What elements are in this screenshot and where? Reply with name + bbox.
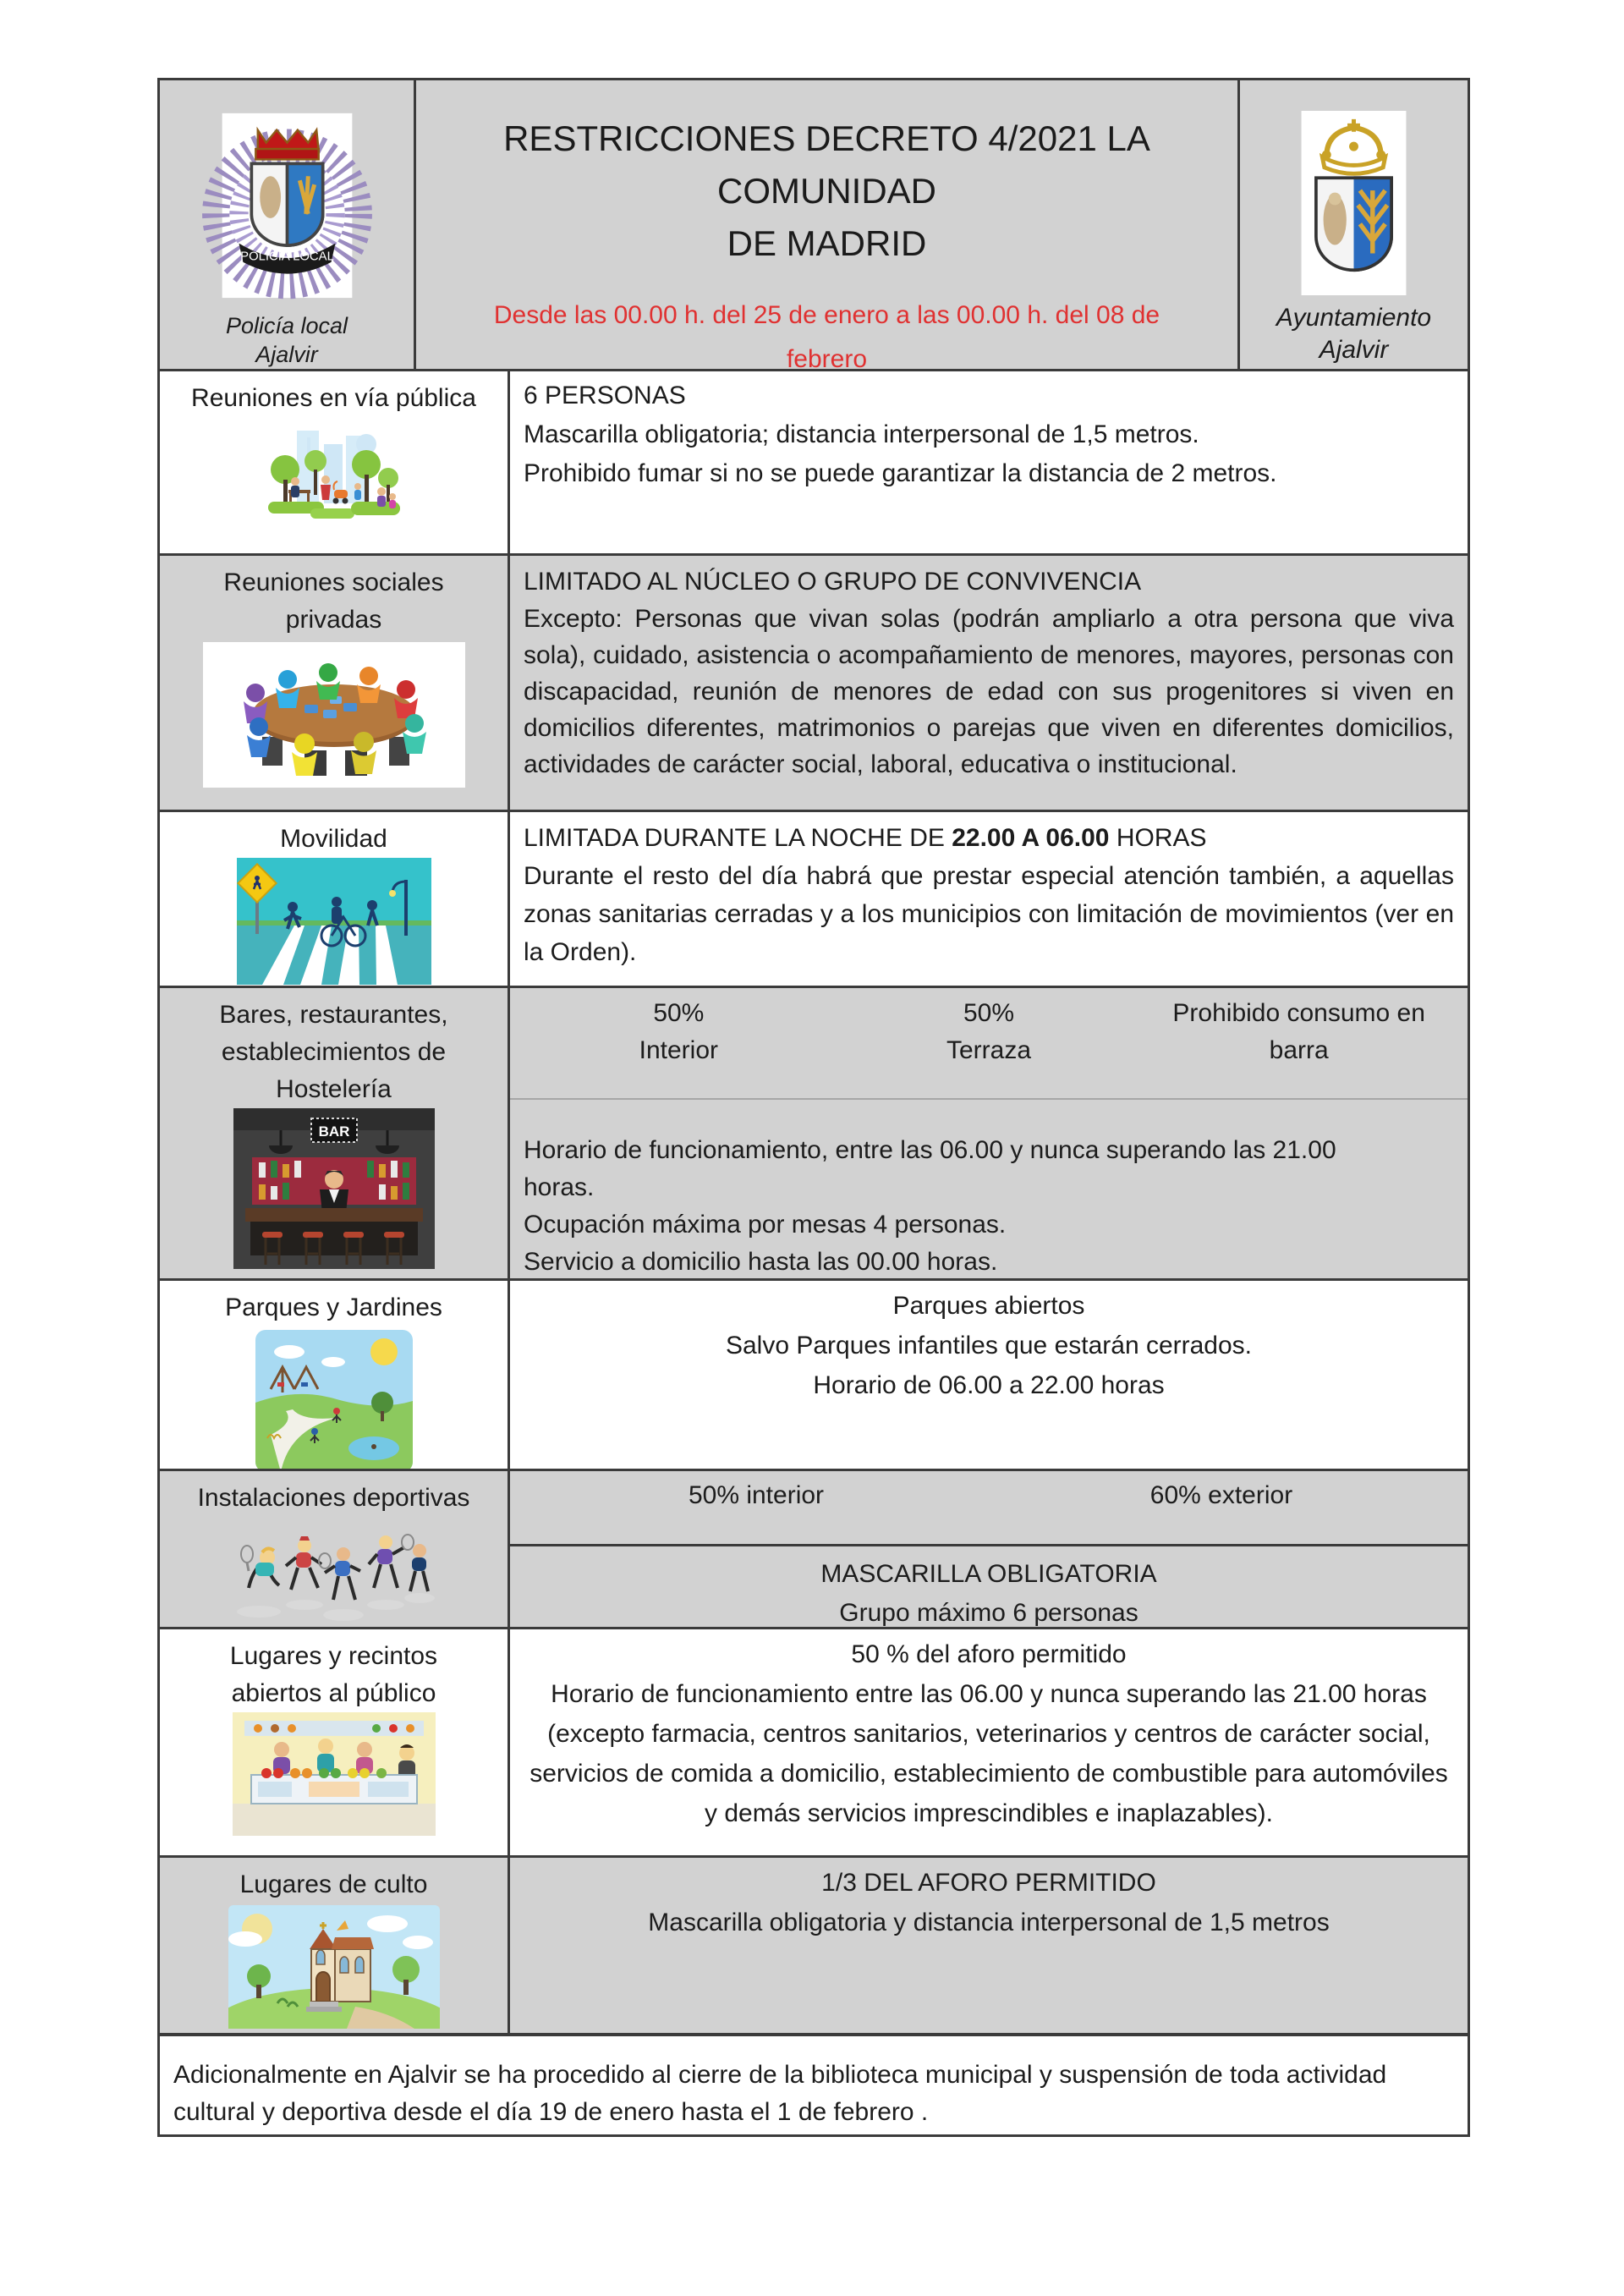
text-line: 6 PERSONAS xyxy=(524,382,686,409)
row-label-cell xyxy=(160,1281,510,1469)
page-title xyxy=(416,113,1237,270)
heading-bold: 22.00 A 06.00 xyxy=(952,824,1110,852)
text-line: Servicio a domicilio hasta las 00.00 horas. xyxy=(524,1248,998,1276)
row-content-cell xyxy=(510,1629,1468,1855)
text-line: 50 % del aforo permitido xyxy=(851,1640,1127,1668)
row-paragraph xyxy=(524,1100,1454,1278)
row-lugares-culto xyxy=(160,1855,1468,2033)
row-lugares-abiertos xyxy=(160,1627,1468,1855)
row-reuniones-via-publica xyxy=(160,369,1468,553)
text-line: Mascarilla obligatoria; distancia interpersonal de 1,5 metros. xyxy=(524,420,1199,448)
restrictions-table xyxy=(157,78,1470,2035)
row-label-cell xyxy=(160,556,510,810)
heading-post: HORAS xyxy=(1109,824,1207,852)
police-badge-icon xyxy=(196,101,378,306)
capacity-terraza xyxy=(834,995,1144,1098)
row-paragraph: Excepto: Personas que vivan solas (podrán ampliarlo a otra persona que viva sola), cuidado, asistencia o acompañamiento de menores, mayores, personas con discapacidad, reunión de menores de edad con sus progenitores si viven en domicilios diferentes, matrimonios o parejas que viven en diferentes domicilios, actividades de carácter social, laboral, educativa o institucional. xyxy=(524,605,1454,778)
row-label-line2: privadas xyxy=(285,606,382,634)
text-line: Horario de 06.00 a 22.00 horas xyxy=(813,1371,1165,1399)
text-line: Parques abiertos xyxy=(892,1292,1085,1320)
row-paragraph: Horario de funcionamiento entre las 06.00 y nunca superando las 21.00 horas (excepto farmacia, centros sanitarios, veterinarios y centros de carácter social, servicios de comida a domicilio, establecimiento de combustible para automóviles y demás servicios imprescindibles e inaplazables). xyxy=(529,1680,1448,1827)
heading-pre: LIMITADA DURANTE LA NOCHE DE xyxy=(524,824,952,852)
playground-clipart xyxy=(255,1330,413,1469)
row-paragraph: Durante el resto del día habrá que prestar especial atención también, a aquellas zonas sanitarias cerradas y a los municipios con limitación de movimientos (ver en la Orden). xyxy=(524,862,1454,966)
date-range-subtitle xyxy=(416,294,1237,369)
row-label-cell xyxy=(160,1471,510,1627)
text-line: 1/3 DEL AFORO PERMITIDO xyxy=(821,1869,1156,1897)
capacity-interior xyxy=(524,995,834,1098)
capacity-caption: barra xyxy=(1269,1036,1329,1064)
row-content-cell xyxy=(510,812,1468,986)
text-line: Grupo máximo 6 personas xyxy=(839,1599,1138,1627)
svg-text:BAR: BAR xyxy=(318,1123,349,1140)
market-clipart xyxy=(233,1712,436,1836)
header-row xyxy=(160,80,1468,369)
title-cell xyxy=(416,80,1240,369)
police-logo-cell xyxy=(160,80,416,369)
police-logo-caption xyxy=(226,311,348,369)
text-line: Salvo Parques infantiles que estarán cerrados. xyxy=(725,1332,1253,1359)
additional-note xyxy=(157,2034,1470,2137)
svg-text:POLICÍA LOCAL: POLICÍA LOCAL xyxy=(239,250,334,264)
capacity-value: 50% xyxy=(653,999,705,1027)
capacity-interior: 50% interior xyxy=(688,1481,825,1509)
capacity-caption: Terraza xyxy=(946,1036,1032,1064)
capacity-exterior: 60% exterior xyxy=(1149,1481,1293,1509)
row-movilidad xyxy=(160,810,1468,986)
row-content-cell xyxy=(510,1858,1468,2033)
row-label-line3: Hostelería xyxy=(276,1075,392,1103)
police-caption-line2: Ajalvir xyxy=(255,342,318,367)
row-bares-restaurantes xyxy=(160,986,1468,1278)
church-clipart xyxy=(228,1905,440,2029)
row-reuniones-sociales xyxy=(160,553,1468,810)
row-label-cell xyxy=(160,1858,510,2033)
meeting-table-clipart xyxy=(203,642,465,788)
police-caption-line1: Policía local xyxy=(225,313,348,338)
text-line: Mascarilla obligatoria y distancia interpersonal de 1,5 metros xyxy=(648,1909,1330,1936)
text-line: Prohibido fumar si no se puede garantizar la distancia de 2 metros. xyxy=(524,459,1277,487)
row-label: Reuniones en vía pública xyxy=(191,384,476,412)
row-label: Parques y Jardines xyxy=(225,1294,442,1321)
crosswalk-clipart xyxy=(237,858,431,985)
row-content-cell xyxy=(510,1281,1468,1469)
subtitle-line1: Desde las 00.00 h. del 25 de enero a las 00.00 h. del 08 de xyxy=(493,301,1160,329)
row-heading: LIMITADO AL NÚCLEO O GRUPO DE CONVIVENCIA xyxy=(524,568,1142,596)
text-line: Ocupación máxima por mesas 4 personas. xyxy=(524,1211,1007,1239)
row-parques-jardines xyxy=(160,1278,1468,1469)
capacity-columns xyxy=(524,1471,1454,1544)
capacity-value: 50% xyxy=(963,999,1015,1027)
capacity-barra xyxy=(1144,995,1454,1098)
capacity-columns xyxy=(524,988,1454,1098)
town-caption-line2: Ajalvir xyxy=(1319,336,1389,364)
row-label-cell xyxy=(160,1629,510,1855)
row-label-cell xyxy=(160,988,510,1278)
ajalvir-coat-of-arms-icon xyxy=(1301,111,1407,295)
town-logo-cell xyxy=(1240,80,1468,369)
row-label-line1: Reuniones sociales xyxy=(223,569,444,596)
bar-clipart xyxy=(233,1108,435,1269)
row-label: Instalaciones deportivas xyxy=(197,1484,470,1512)
row-content-cell xyxy=(510,1471,1468,1627)
row-label: Lugares de culto xyxy=(239,1870,428,1898)
text-line: Horario de funcionamiento, entre las 06.00 y nunca superando las 21.00 xyxy=(524,1136,1336,1164)
row-label: Movilidad xyxy=(280,825,387,853)
subtitle-line2: febrero xyxy=(786,345,868,369)
row-label-cell xyxy=(160,812,510,986)
town-caption-line1: Ayuntamiento xyxy=(1276,304,1432,332)
row-label-line1: Bares, restaurantes, xyxy=(219,1001,448,1029)
row-label-line2: establecimientos de xyxy=(221,1038,447,1066)
text-line: MASCARILLA OBLIGATORIA xyxy=(820,1560,1157,1588)
row-content-cell xyxy=(510,988,1468,1278)
capacity-value: Prohibido consumo en xyxy=(1172,999,1425,1027)
title-line1: RESTRICCIONES DECRETO 4/2021 LA COMUNIDAD xyxy=(503,118,1150,211)
row-content-cell xyxy=(510,371,1468,553)
row-label-cell xyxy=(160,371,510,553)
row-label-line2: abiertos al público xyxy=(231,1679,436,1707)
text-line: horas. xyxy=(524,1173,595,1201)
row-instalaciones-deportivas xyxy=(160,1469,1468,1627)
row-content-cell xyxy=(510,556,1468,810)
sports-kids-clipart xyxy=(230,1517,438,1623)
park-people-clipart xyxy=(263,420,405,544)
row-paragraph xyxy=(524,1546,1454,1627)
capacity-caption: Interior xyxy=(639,1036,719,1064)
row-heading xyxy=(524,819,1454,857)
title-line2: DE MADRID xyxy=(727,223,927,263)
town-logo-caption xyxy=(1276,302,1431,366)
additional-note-text: Adicionalmente en Ajalvir se ha procedido al cierre de la biblioteca municipal y suspensión de toda actividad cultural y deportiva desde el día 19 de enero hasta el 1 de febrero . xyxy=(173,2061,1387,2126)
row-label-line1: Lugares y recintos xyxy=(229,1642,438,1670)
